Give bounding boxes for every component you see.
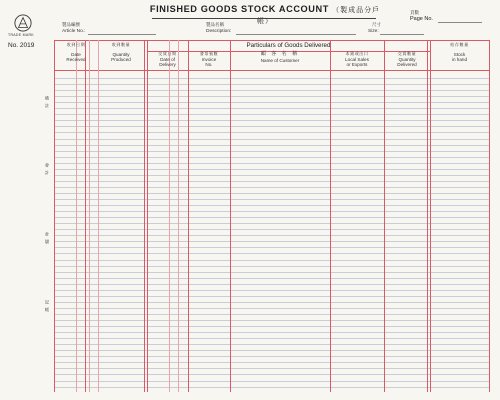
col-head-quantity-produced: 收到數量 Quantity Produced [111,42,131,62]
table-row[interactable] [54,278,490,279]
table-row[interactable] [54,157,490,158]
table-row[interactable] [54,381,490,382]
col-head-local-sales: 本銷或出口 Local Sales or Exports [345,51,369,67]
table-row[interactable] [54,175,490,176]
table-row[interactable] [54,241,490,242]
table-row[interactable] [54,223,490,224]
table-row[interactable] [54,114,490,115]
table-row[interactable] [54,253,490,254]
table-row[interactable] [54,368,490,369]
table-row[interactable] [54,151,490,152]
trademark-label: TRADE MARK [8,33,34,37]
col-rule [178,40,179,392]
col-rule [427,40,428,392]
table-row[interactable] [54,199,490,200]
col-rule [330,40,331,392]
col-head-customer-name: 顧 客 名 稱 Name of Customer [260,51,300,63]
page-number-label: Page No. [410,16,433,22]
table-row[interactable] [54,290,490,291]
table-row[interactable] [54,296,490,297]
col-head-stock-in-hand: 結存數量 Stock in hand [450,42,469,62]
article-label: Article No.: [62,29,86,34]
description-label-cn: 製品名稱 [206,22,224,27]
table-row[interactable] [54,387,490,388]
col-rule [85,40,86,392]
side-label-storage: 倉 儲 [45,232,50,245]
article-field[interactable] [88,34,156,35]
col-rule [230,40,231,392]
side-label-remarks: 備 註 [45,96,50,109]
table-row[interactable] [54,96,490,97]
table-row[interactable] [54,356,490,357]
size-label: Size: [368,29,379,34]
table-row[interactable] [54,84,490,85]
col-rule [188,40,189,392]
table-row[interactable] [54,126,490,127]
page-label-cn: 頁數 [410,10,419,15]
table-row[interactable] [54,266,490,267]
table-row[interactable] [54,163,490,164]
description-field[interactable] [236,34,356,35]
table-row[interactable] [54,260,490,261]
particulars-heading: Particulars of Goods Delivered [246,42,331,49]
table-row[interactable] [54,302,490,303]
table-row[interactable] [54,120,490,121]
page-number-field[interactable] [438,22,482,23]
form-number: No. 2019 [8,42,35,49]
col-head-quantity-delivered: 交貨數量 Quantity Delivered [397,51,417,67]
table-row[interactable] [54,181,490,182]
table-row[interactable] [54,132,490,133]
col-rule [430,40,431,392]
table-row[interactable] [54,284,490,285]
table-row[interactable] [54,338,490,339]
table-row[interactable] [54,374,490,375]
table-row[interactable] [54,205,490,206]
table-row[interactable] [54,272,490,273]
table-row[interactable] [54,320,490,321]
size-label-cn: 尺寸 [372,22,381,27]
table-row[interactable] [54,247,490,248]
size-field[interactable] [380,34,424,35]
col-head-date-received: 收到日期 Date Received [66,42,86,62]
col-rule [89,40,90,392]
title-english: FINISHED GOODS STOCK ACCOUNT [149,4,329,14]
col-rule [98,40,99,392]
title-chinese: （製成品分戶帳） [257,7,381,25]
table-row[interactable] [54,344,490,345]
col-rule [384,40,385,392]
article-label-cn: 製品編號 [62,22,80,27]
table-row[interactable] [54,102,490,103]
col-rule [54,40,55,392]
table-row[interactable] [54,314,490,315]
table-row[interactable] [54,362,490,363]
col-rule [144,40,145,392]
table-row[interactable] [54,139,490,140]
col-head-date-of-delivery: 交貨日期 Date of Delivery [158,51,177,67]
table-top-border [54,40,490,41]
table-row[interactable] [54,350,490,351]
description-label: Description: [206,29,232,34]
title-underline [152,18,376,19]
header-separator [54,70,490,71]
table-row[interactable] [54,235,490,236]
col-rule [147,40,148,392]
table-row[interactable] [54,145,490,146]
table-row[interactable] [54,90,490,91]
table-row[interactable] [54,169,490,170]
table-row[interactable] [54,187,490,188]
col-rule [489,40,490,392]
ledger-table [54,40,490,392]
page-title [145,4,385,26]
col-rule [169,40,170,392]
table-row[interactable] [54,217,490,218]
side-label-accounting: 會 計 [45,163,50,176]
col-head-invoice-no: 發票號數 Invoice No. [199,51,219,67]
table-row[interactable] [54,193,490,194]
table-row[interactable] [54,308,490,309]
col-rule [76,40,77,392]
side-label-bookkeeping: 記 帳 [45,300,50,313]
table-row[interactable] [54,78,490,79]
table-row[interactable] [54,326,490,327]
table-row[interactable] [54,211,490,212]
table-row[interactable] [54,108,490,109]
table-row[interactable] [54,229,490,230]
table-row[interactable] [54,332,490,333]
company-logo-icon [14,14,32,32]
